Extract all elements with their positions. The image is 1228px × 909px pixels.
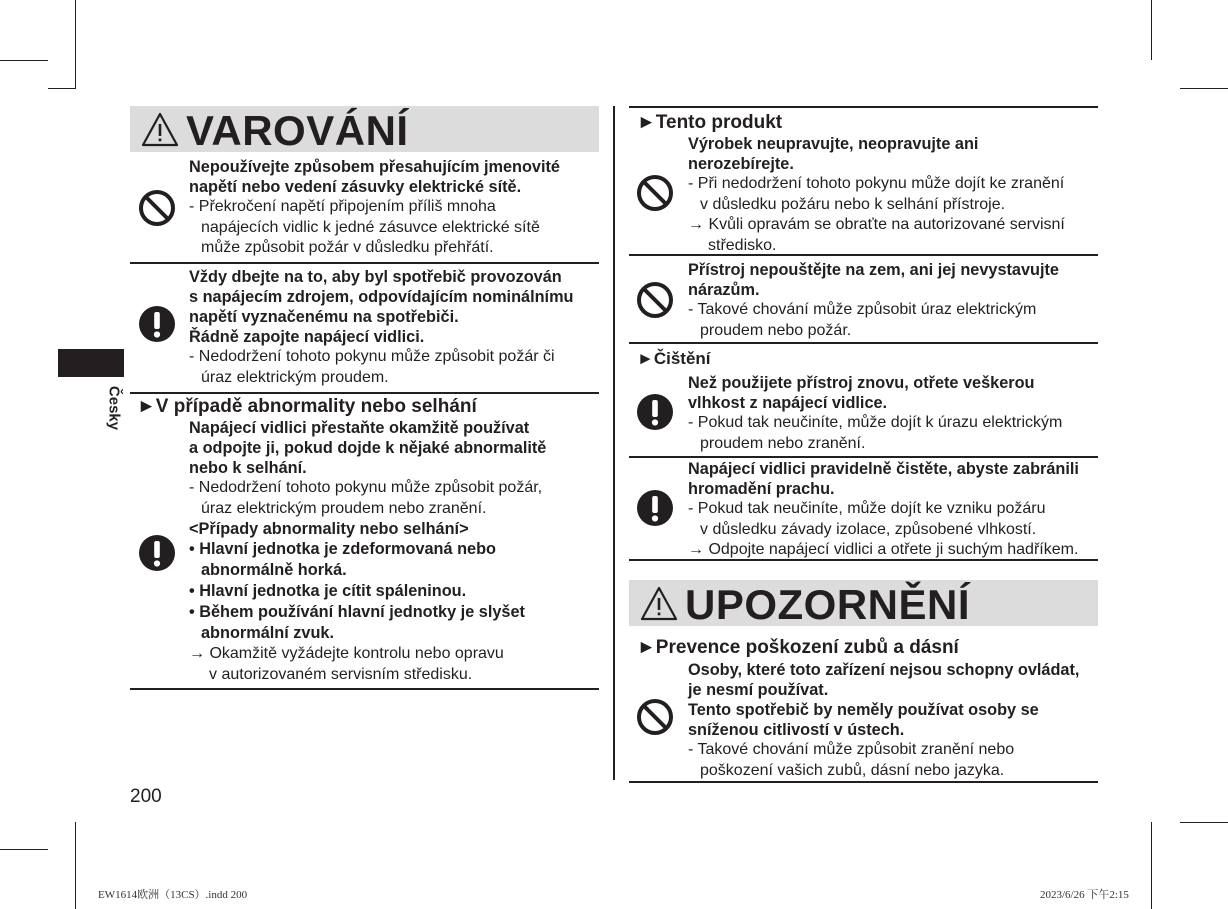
divider [130, 688, 599, 690]
language-tab-marker [58, 349, 124, 377]
column-divider [613, 106, 615, 780]
warning-header [130, 106, 599, 152]
warning-entry-power-source: Vždy dbejte na to, aby byl spotřebič provozován s napájecím zdrojem, odpovídajícím nominálnímu napětí vyznačenému na spotřebiči. Řádně zapojte napájecí vidlici. - Nedodržení tohoto pokynu může způsobit požár či úraz elektrickým proudem. [189, 268, 574, 386]
caution-header [629, 580, 1098, 626]
divider [130, 392, 599, 394]
divider [629, 781, 1098, 783]
divider [629, 106, 1098, 108]
language-tab: Česky [105, 385, 123, 431]
divider [629, 342, 1098, 344]
divider [629, 559, 1098, 561]
product-heading: ►Tento produkt [637, 112, 783, 133]
product-entry-modify: Výrobek neupravujte, neopravujte ani nerozebírejte. - Při nedodržení tohoto pokynu může dojít ke zranění v důsledku požáru nebo k selhání přístroje. → Kvůli opravám se obraťte na autorizované servisní středisko. [688, 135, 1065, 254]
abnormality-entry: Napájecí vidlici přestaňte okamžitě používat a odpojte ji, pokud dojde k nějaké abnormalitě nebo k selhání. - Nedodržení tohoto pokynu může způsobit požár, úraz elektrickým proudem nebo zranění. <Případy abnormality nebo selhání> • Hlavní jednotka je zdeformovaná nebo abnormálně horká. • Hlavní jednotka je cítit spáleninou. • Během používání hlavní jednotky je slyšet abnormální zvuk. → Okamžitě vyžádejte kontrolu nebo opravu v autorizovaném servisním středisku. [189, 419, 547, 683]
divider [130, 262, 599, 264]
warning-triangle-icon [140, 110, 180, 150]
warning-entry-voltage: Nepoužívejte způsobem přesahujícím jmenovité napětí nebo vedení zásuvky elektrické sítě. - Překročení napětí připojením příliš mnoha napájecích vidlic k jedné zásuvce elektrické sítě může způsobit požár v důsledku přehřátí. [189, 158, 560, 256]
cleaning-heading: ►Čištění [637, 349, 711, 368]
page-number: 200 [130, 786, 162, 807]
footer-timestamp: 2023/6/26 下午2:15 [1040, 889, 1129, 901]
divider [629, 254, 1098, 256]
divider [629, 456, 1098, 458]
cleaning-entry-dust: Napájecí vidlici pravidelně čistěte, abyste zabránili hromadění prachu. - Pokud tak neučiníte, může dojít ke vzniku požáru v důsledku závady izolace, způsobené vlhkostí. → Odpojte napájecí vidlici a otřete ji suchým hadříkem. [688, 460, 1079, 558]
prohibition-icon [635, 280, 675, 320]
teeth-prevention-heading: ►Prevence poškození zubů a dásní [637, 637, 959, 658]
prohibition-icon [635, 173, 675, 213]
mandatory-icon [635, 392, 675, 432]
mandatory-icon [137, 304, 177, 344]
prohibition-icon [137, 188, 177, 228]
prohibition-icon [635, 697, 675, 737]
teeth-prevention-entry: Osoby, které toto zařízení nejsou schopny ovládat, je nesmí používat. Tento spotřebič by neměly používat osoby se sníženou citlivostí v ústech. - Takové chování může způsobit zranění nebo poškození vašich zubů, dásní nebo jazyka. [688, 661, 1080, 779]
warning-title: VAROVÁNÍ [186, 107, 409, 154]
mandatory-icon [137, 533, 177, 573]
abnormality-heading: ►V případě abnormality nebo selhání [137, 396, 477, 417]
cleaning-entry-moisture: Než použijete přístroj znovu, otřete veškerou vlhkost z napájecí vidlice. - Pokud tak neučiníte, může dojít k úrazu elektrickým proudem nebo zranění. [688, 374, 1063, 452]
mandatory-icon [635, 488, 675, 528]
warning-triangle-icon [639, 584, 679, 624]
product-entry-drop: Přístroj nepouštějte na zem, ani jej nevystavujte nárazům. - Takové chování může způsobit úraz elektrickým proudem nebo požár. [688, 261, 1059, 339]
caution-title: UPOZORNĚNÍ [685, 581, 971, 628]
footer-file-info: EW1614欧洲（13CS）.indd 200 [98, 889, 248, 901]
